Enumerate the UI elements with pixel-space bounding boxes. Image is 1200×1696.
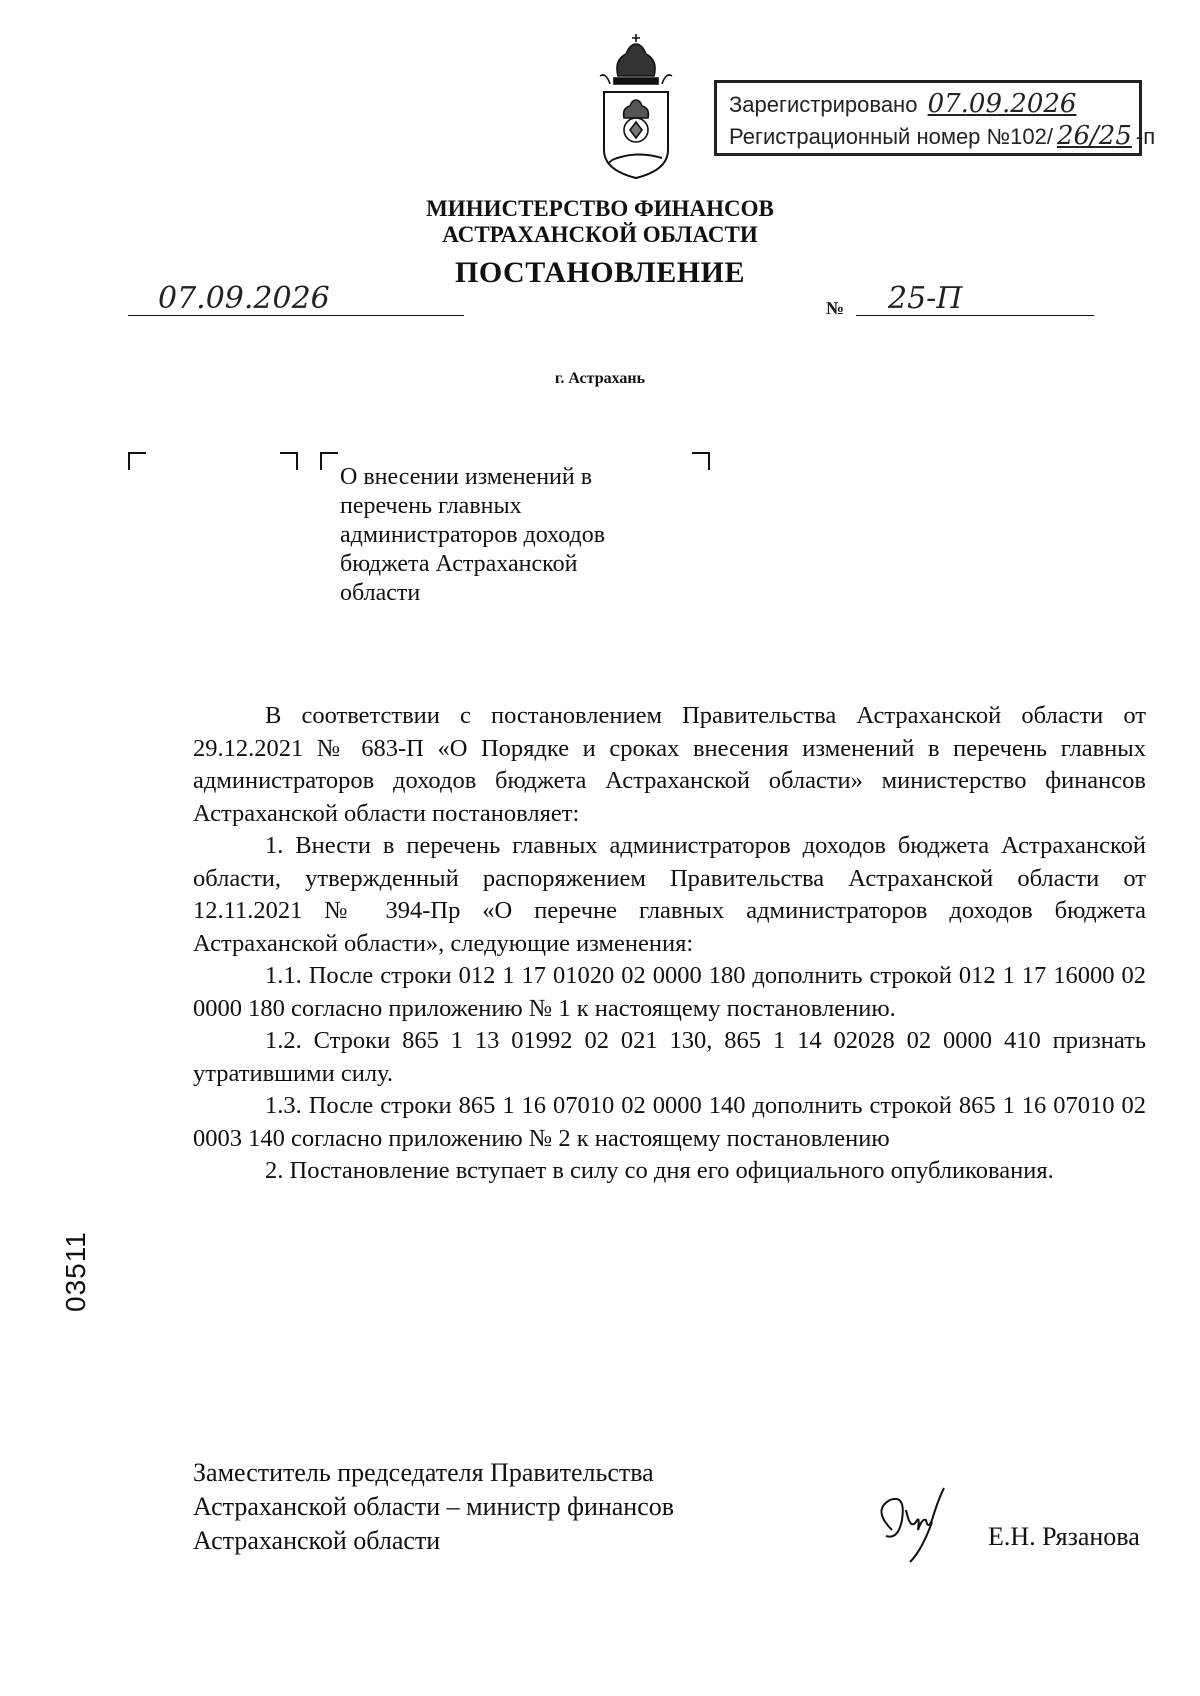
body-paragraph: 1.2. Строки 865 1 13 01992 02 021 130, 865 1 14 02028 02 0000 410 признать утратившими силу. — [193, 1027, 1146, 1087]
bracket-corner-top-right — [692, 452, 710, 470]
stamp-registered-date: 07.09.2026 — [927, 89, 1077, 119]
document-body — [193, 700, 1146, 1188]
signatory-name: Е.Н. Рязанова — [988, 1522, 1140, 1551]
document-date-field — [128, 281, 464, 316]
stamp-regnum-handwritten: 26/25 — [1056, 121, 1132, 151]
stamp-regnum-suffix: -п — [1135, 124, 1156, 149]
document-type-title: ПОСТАНОВЛЕНИЕ — [455, 256, 745, 289]
signatory-position — [193, 1456, 674, 1558]
subject-line: администраторов доходов — [340, 522, 606, 548]
body-paragraph: 1.3. После строки 865 1 16 07010 02 0000 140 дополнить строкой 865 1 16 07010 02 0003 140 согласно приложению № 2 к настоящему постановлению — [193, 1092, 1146, 1152]
signatory-position-line: Заместитель председателя Правительства — [193, 1458, 654, 1487]
document-subject — [340, 463, 684, 608]
body-paragraph: В соответствии с постановлением Правительства Астраханской области от 29.12.2021 № 683-П «О Порядке и сроках внесения изменений в перечень главных администраторов доходов бюджета Астраханской области» министерство финансов Астраханской области постановляет: — [193, 702, 1146, 827]
stamp-regnum-line — [729, 121, 1155, 151]
ministry-name-line2: АСТРАХАНСКОЙ ОБЛАСТИ — [442, 222, 758, 247]
stamp-regnum-label: Регистрационный номер №102/ — [729, 124, 1053, 149]
document-number: 25-П — [888, 281, 963, 316]
registration-stamp — [714, 80, 1156, 156]
signatory-position-line: Астраханской области – министр финансов — [193, 1492, 675, 1521]
subject-line: О внесении изменений в — [340, 464, 593, 490]
bracket-corner-top-left — [320, 452, 338, 470]
stamp-registered-label: Зарегистрировано — [729, 92, 918, 117]
coat-of-arms-emblem — [596, 32, 676, 184]
subject-line: области — [340, 580, 421, 606]
document-date: 07.09.2026 — [158, 281, 330, 316]
document-city: г. Астрахань — [554, 370, 646, 387]
subject-line-text: перечень главных — [340, 493, 522, 519]
signatory-position-line: Астраханской области — [193, 1526, 441, 1555]
body-paragraph: 1.1. После строки 012 1 17 01020 02 0000 180 дополнить строкой 012 1 17 16000 02 0000 180 согласно приложению № 1 к настоящему постановлению. — [193, 962, 1146, 1022]
document-number-field — [856, 281, 1094, 316]
subject-line — [340, 492, 684, 521]
subject-line: бюджета Астраханской — [340, 551, 578, 577]
ministry-name-line1: МИНИСТЕРСТВО ФИНАНСОВ — [426, 196, 774, 221]
handwritten-signature — [862, 1470, 962, 1570]
body-paragraph: 2. Постановление вступает в силу со дня его официального опубликования. — [265, 1157, 1054, 1184]
bracket-corner-top-right — [280, 452, 298, 470]
document-number-label: № — [826, 298, 845, 318]
side-document-number: 03511 — [60, 1231, 91, 1312]
body-paragraph: 1. Внести в перечень главных администраторов доходов бюджета Астраханской области, утвержденный распоряжением Правительства Астраханской области от 12.11.2021 № 394-Пр «О перечне главных администраторов доходов бюджета Астраханской области», следующие изменения: — [193, 832, 1146, 957]
bracket-corner-top-left — [128, 452, 146, 470]
stamp-registered-line — [729, 89, 1080, 119]
